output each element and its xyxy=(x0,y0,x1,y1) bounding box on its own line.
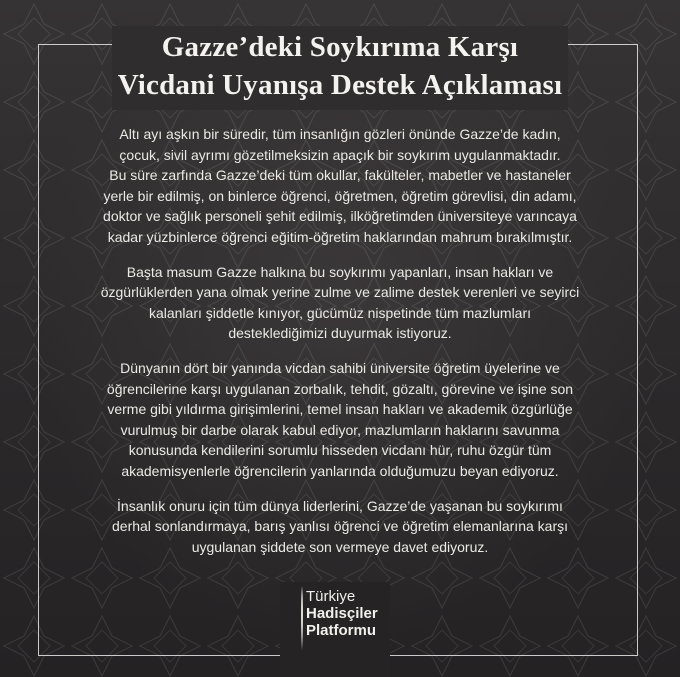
title-line-1: Gazze’deki Soykırıma Karşı xyxy=(161,31,519,63)
text-line: akademisyenlerle öğrencilerin yanlarında olduğumuzu beyan ediyoruz. xyxy=(121,462,559,479)
text-line: Bu süre zarfında Gazze’deki tüm okullar, fakülteler, mabetler ve hastaneler xyxy=(109,167,571,184)
text-line: doktor ve sağlık personeli şehit edilmiş, ilköğretimden üniversiteye varıncaya xyxy=(103,208,577,225)
org-name-line-1: Türkiye xyxy=(306,588,356,605)
paragraph-1 xyxy=(70,124,610,248)
page-title xyxy=(112,28,568,104)
text-line: derhal sonlandırmaya, barış yanlısı öğrenci ve öğretim elemanlarına karşı xyxy=(112,518,568,535)
pen-stroke-icon xyxy=(300,586,304,650)
org-name-line-2: Hadisçiler xyxy=(306,605,378,622)
text-line: öğrencilerine karşı uygulanan zorbalık, tehdit, gözaltı, görevine ve işine son xyxy=(106,380,574,397)
text-line: özgürlüklerden yana olmak yerine zulme ve zalime destek verenleri ve seyirci xyxy=(100,284,580,301)
paragraph-3 xyxy=(70,358,610,482)
paragraph-2 xyxy=(70,262,610,344)
statement-body xyxy=(70,124,610,571)
org-name-line-3: Platformu xyxy=(306,622,377,639)
text-line: kalanları şiddetle kınıyor, gücümüz nispetinde tüm mazlumları xyxy=(148,304,532,321)
text-line: desteklediğimizi duyurmak istiyoruz. xyxy=(228,325,452,342)
text-line: çocuk, sivil ayrımı gözetilmeksizin apaçık bir soykırım uygulanmaktadır. xyxy=(119,146,561,163)
title-line-2: Vicdani Uyanışa Destek Açıklaması xyxy=(117,69,563,101)
text-line: konusunda kendilerini sorumlu hisseden vicdanı hür, ruhu özgür tüm xyxy=(128,442,552,459)
text-line: kadar yüzbinlerce öğrenci eğitim-öğretim haklarından mahrum bırakılmıştır. xyxy=(107,228,573,245)
text-line: vurulmuş bir darbe olarak kabul ediyor, mazlumların haklarını savunma xyxy=(120,421,560,438)
text-line: verme gibi yıldırma girişimlerini, temel insan hakları ve akademik özgürlüğe xyxy=(107,401,573,418)
organization-logo xyxy=(306,588,378,639)
text-line: İnsanlık onuru için tüm dünya liderlerini, Gazze’de yaşanan bu soykırımı xyxy=(117,497,563,514)
text-line: yerle bir edilmiş, on binlerce öğrenci, öğretmen, öğretim görevlisi, din adamı, xyxy=(103,187,577,204)
text-line: Başta masum Gazze halkına bu soykırımı yapanları, insan hakları ve xyxy=(126,263,554,280)
paragraph-4 xyxy=(70,496,610,558)
text-line: Dünyanın dört bir yanında vicdan sahibi üniversite öğretim üyelerine ve xyxy=(120,359,560,376)
text-line: uygulanan şiddete son vermeye davet ediyoruz. xyxy=(191,538,489,555)
text-line: Altı ayı aşkın bir süredir, tüm insanlığın gözleri önünde Gazze’de kadın, xyxy=(119,126,561,142)
